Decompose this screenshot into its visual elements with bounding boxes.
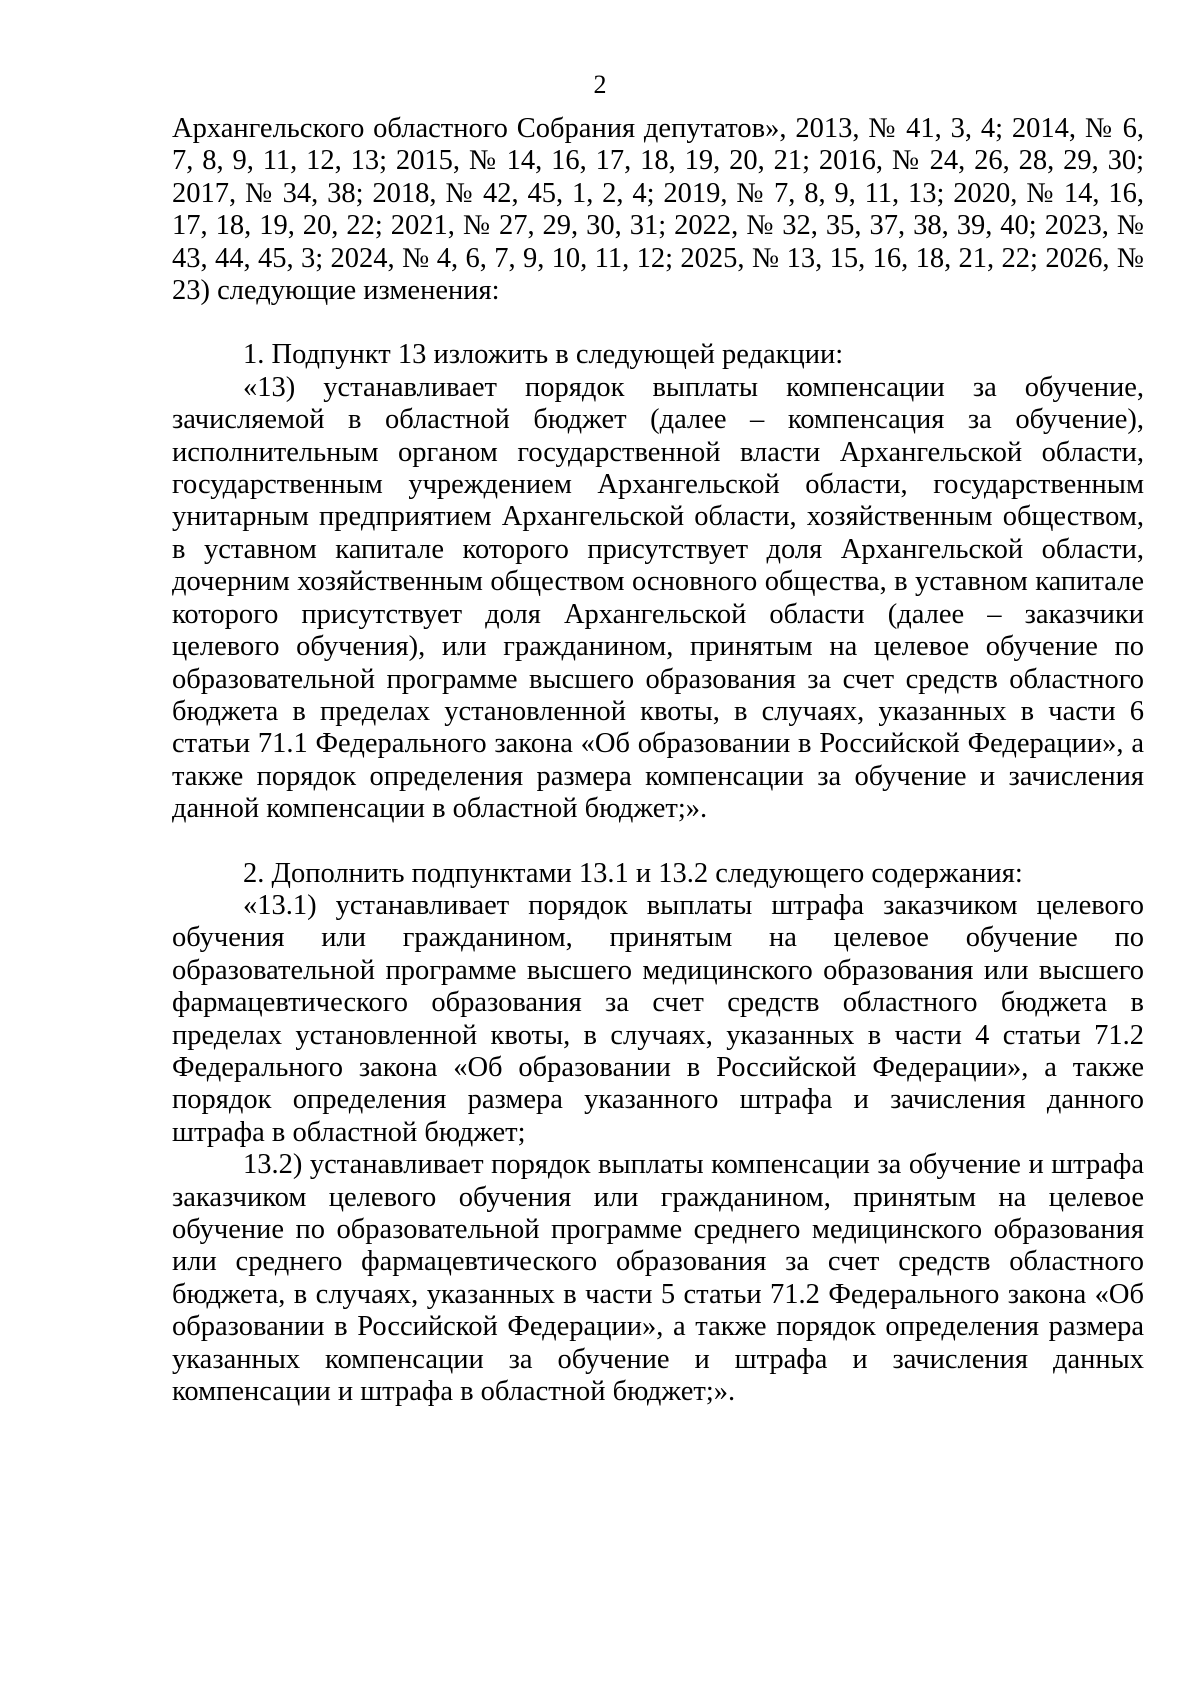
intro-paragraph: Архангельского областного Собрания депутатов», 2013, № 41, 3, 4; 2014, № 6, 7, 8, 9, 11, 12, 13; 2015, № 14, 16, 17, 18, 19, 20, 21; 2016, № 24, 26, 28, 29, 30; 2017, № 34, 38; 2018, № 42, 45, 1, 2, 4; 2019, № 7, 8, 9, 11, 13; 2020, № 14, 16, 17, 18, 19, 20, 22; 2021, № 27, 29, 30, 31; 2022, № 32, 35, 37, 38, 39, 40; 2023, № 43, 44, 45, 3; 2024, № 4, 6, 7, 9, 10, 11, 12; 2025, № 13, 15, 16, 18, 21, 22; 2026, № 23) следующие изменения:: [172, 113, 1144, 307]
item-1-heading: 1. Подпункт 13 изложить в следующей редакции:: [243, 339, 844, 371]
item-1-text: «13) устанавливает порядок выплаты компенсации за обучение, зачисляемой в областной бюджет (далее – компенсация за обучение), исполнительным органом государственной власти Архангельской области, государственным учреждением Архангельской области, государственным унитарным предприятием Архангельской области, хозяйственным обществом, в уставном капитале которого присутствует доля Архангельской области, дочерним хозяйственным обществом основного общества, в уставном капитале которого присутствует доля Архангельской области (далее – заказчики целевого обучения), или гражданином, принятым на целевое обучение по образовательной программе высшего образования за счет средств областного бюджета в пределах установленной квоты, в случаях, указанных в части 6 статьи 71.1 Федерального закона «Об образовании в Российской Федерации», а также порядок определения размера компенсации за обучение и зачисления данной компенсации в областной бюджет;».: [172, 371, 1144, 825]
page-number: 2: [593, 70, 607, 99]
item-2-subitem-13-2: 13.2) устанавливает порядок выплаты компенсации за обучение и штрафа заказчиком целевого обучения или гражданином, принятым на целевое обучение по образовательной программе среднего медицинского образования или среднего фармацевтического образования за счет средств областного бюджета, в случаях, указанных в части 5 статьи 71.2 Федерального закона «Об образовании в Российской Федерации», а также порядок определения размера указанных компенсации за обучение и штрафа и зачисления данных компенсации и штрафа в областной бюджет;».: [172, 1149, 1144, 1408]
item-2-subitem-13-1: «13.1) устанавливает порядок выплаты штрафа заказчиком целевого обучения или гражданином, принятым на целевое обучение по образовательной программе высшего медицинского образования или высшего фармацевтического образования за счет средств областного бюджета в пределах установленной квоты, в случаях, указанных в части 4 статьи 71.2 Федерального закона «Об образовании в Российской Федерации», а также порядок определения размера указанного штрафа и зачисления данного штрафа в областной бюджет;: [172, 889, 1144, 1148]
item-2-heading: 2. Дополнить подпунктами 13.1 и 13.2 следующего содержания:: [243, 857, 1023, 889]
document-body: [172, 113, 1144, 1408]
